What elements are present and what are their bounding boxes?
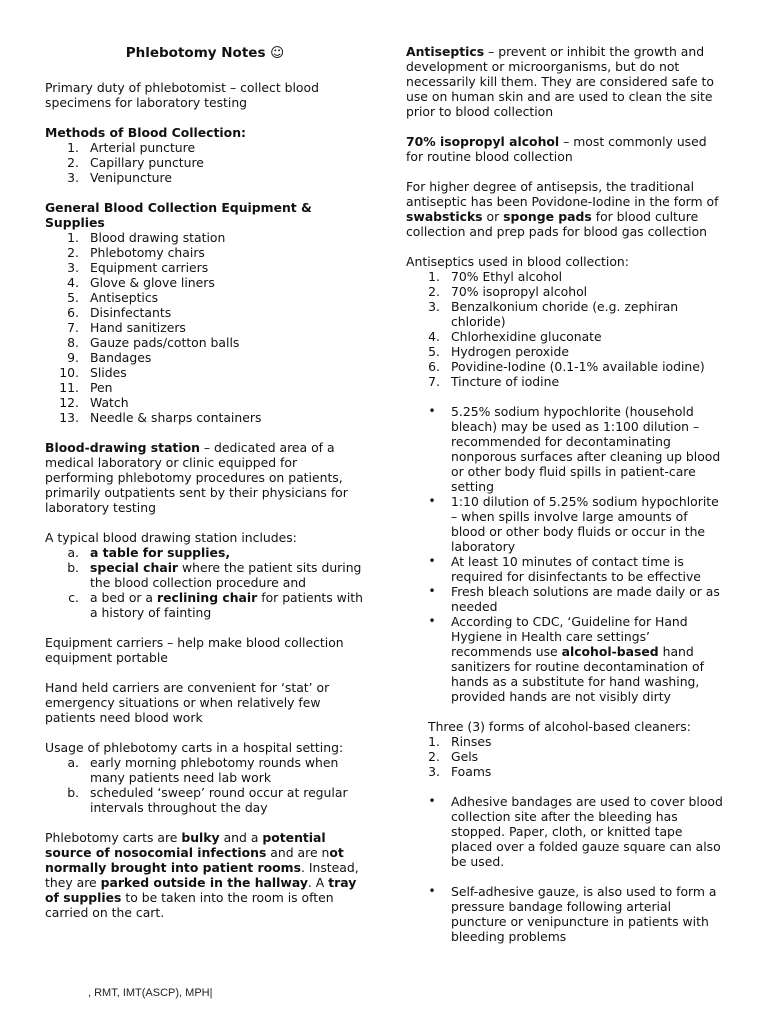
right-column: [406, 44, 724, 959]
list-item: 1. Blood drawing station: [67, 230, 226, 245]
list-item: 2. Gels: [428, 749, 479, 764]
ipa-paragraph: 70% isopropyl alcohol – most commonly used for routine blood collection: [406, 134, 707, 164]
list-item: 12. Watch: [59, 395, 129, 410]
list-item: a. early morning phlebotomy rounds when many patients need lab work: [67, 755, 339, 785]
usage-intro: Usage of phlebotomy carts in a hospital setting:: [45, 740, 344, 755]
list-item: 5. Antiseptics: [67, 290, 159, 305]
list-item: 4. Glove & glove liners: [67, 275, 215, 290]
antiseptics-used-list: [406, 269, 724, 389]
list-item: • 1:10 dilution of 5.25% sodium hypochlorite – when spills involve large amounts of blood or other body fluids or occur in the laboratory: [428, 494, 719, 554]
handheld-paragraph: Hand held carriers are convenient for ‘stat’ or emergency situations or when relatively few patients need blood work: [45, 680, 330, 725]
list-item: 7. Hand sanitizers: [67, 320, 186, 335]
antiseptics-used-intro: Antiseptics used in blood collection:: [406, 254, 629, 269]
list-item: a. a table for supplies,: [67, 545, 231, 560]
list-item: 1. Arterial puncture: [67, 140, 196, 155]
list-item: 3. Foams: [428, 764, 492, 779]
carriers-paragraph: Equipment carriers – help make blood collection equipment portable: [45, 635, 344, 665]
list-item: b. scheduled ‘sweep’ round occur at regular intervals throughout the day: [67, 785, 348, 815]
higher-antisepsis-paragraph: For higher degree of antisepsis, the traditional antiseptic has been Povidone-Iodine in the form of swabsticks or sponge pads for blood culture collection and prep pads for blood gas collection: [406, 179, 719, 239]
list-item: 3. Benzalkonium choride (e.g. zephiran chloride): [428, 299, 679, 329]
disinfectant-bullets: [406, 404, 724, 704]
list-item: • Adhesive bandages are used to cover blood collection site after the bleeding has stopped. Paper, cloth, or knitted tape placed over a folded gauze square can also be used.: [428, 794, 723, 869]
page-title: Phlebotomy Notes ☺: [125, 45, 285, 61]
list-item: 2. 70% isopropyl alcohol: [428, 284, 588, 299]
list-item: 9. Bandages: [67, 350, 152, 365]
list-item: c. a bed or a reclining chair for patients with a history of fainting: [68, 590, 363, 620]
page-footer: , RMT, IMT(ASCP), MPH|: [88, 987, 213, 999]
typical-intro: A typical blood drawing station includes:: [45, 530, 297, 545]
list-item: 1. 70% Ethyl alcohol: [428, 269, 563, 284]
list-item: 4. Chlorhexidine gluconate: [428, 329, 602, 344]
forms-intro: Three (3) forms of alcohol-based cleaners:: [428, 719, 691, 734]
bandage-bullets: [406, 794, 724, 869]
station-paragraph: Blood-drawing station – dedicated area of a medical laboratory or clinic equipped for performing phlebotomy procedures on patients, primarily outpatients sent by their physicians for laboratory testing: [45, 440, 348, 515]
intro-paragraph: Primary duty of phlebotomist – collect blood specimens for laboratory testing: [45, 80, 319, 110]
list-item: • At least 10 minutes of contact time is required for disinfectants to be effective: [428, 554, 701, 584]
carts-paragraph: Phlebotomy carts are bulky and a potential source of nosocomial infections and are not normally brought into patient rooms. Instead, they are parked outside in the hallway. A tray of supplies to be taken into the room is often carried on the cart.: [45, 830, 359, 920]
list-item: 1. Rinses: [428, 734, 492, 749]
list-item: 2. Capillary puncture: [67, 155, 204, 170]
list-item: 10. Slides: [59, 365, 127, 380]
list-item: • According to CDC, ‘Guideline for Hand Hygiene in Health care settings’ recommends use alcohol-based hand sanitizers for routine decontamination of hands as a substitute for hand washing, provided hands are not visibly dirty: [428, 614, 704, 704]
methods-heading: Methods of Blood Collection:: [45, 125, 246, 140]
equipment-heading: General Blood Collection Equipment & Supplies: [45, 200, 312, 230]
antiseptics-paragraph: Antiseptics – prevent or inhibit the growth and development or microorganisms, but do not necessarily kill them. They are considered safe to use on human skin and are used to clean the site prior to blood collection: [406, 44, 714, 119]
typical-list: [45, 545, 365, 620]
gauze-bullets: [406, 884, 724, 944]
forms-list: [406, 734, 724, 779]
list-item: 6. Povidine-Iodine (0.1-1% available iodine): [428, 359, 705, 374]
list-item: 5. Hydrogen peroxide: [428, 344, 569, 359]
list-item: 3. Equipment carriers: [67, 260, 209, 275]
methods-list: [45, 140, 365, 185]
list-item: 13. Needle & sharps containers: [59, 410, 262, 425]
list-item: 8. Gauze pads/cotton balls: [67, 335, 240, 350]
list-item: 6. Disinfectants: [67, 305, 172, 320]
list-item: • 5.25% sodium hypochlorite (household bleach) may be used as 1:100 dilution – recommended for decontaminating nonporous surfaces after cleaning up blood or other body fluid spills in patient-care setting: [428, 404, 721, 494]
list-item: 11. Pen: [59, 380, 113, 395]
list-item: b. special chair where the patient sits during the blood collection procedure and: [67, 560, 362, 590]
equipment-list: [45, 230, 365, 425]
list-item: 2. Phlebotomy chairs: [67, 245, 205, 260]
list-item: 7. Tincture of iodine: [428, 374, 560, 389]
list-item: 3. Venipuncture: [67, 170, 172, 185]
list-item: • Self-adhesive gauze, is also used to form a pressure bandage following arterial puncture or venipuncture in patients with bleeding problems: [428, 884, 717, 944]
list-item: • Fresh bleach solutions are made daily or as needed: [428, 584, 720, 614]
left-column: [45, 44, 365, 935]
usage-list: [45, 755, 365, 815]
